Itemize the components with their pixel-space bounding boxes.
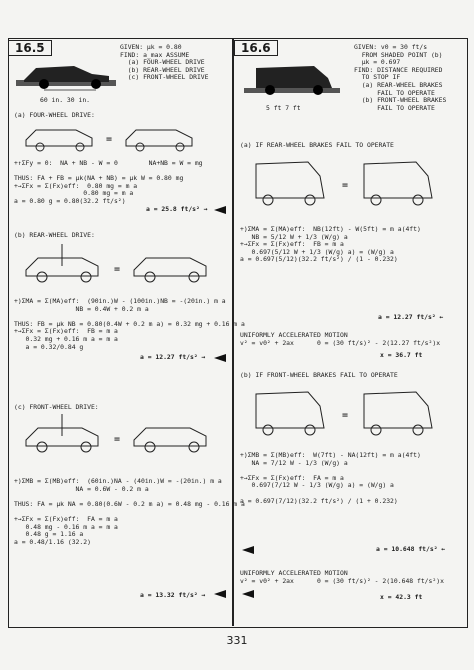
right-given: GIVEN: v0 = 30 ft/s FROM SHADED POINT (b) μk = 0.697 FIND: DISTANCE REQUIRED TO STOP IF (a) REAR-WHEEL BRAKES FAIL TO OPERATE (b) FRONT-WHEEL BRAKES FAIL TO OPERATE [354, 43, 447, 112]
right-part-b-motion: UNIFORMLY ACCELERATED MOTION v² = v0² + 2ax 0 = (30 ft/s)² - 2(10.648 ft/s²)x [240, 569, 444, 585]
svg-text:=: = [106, 134, 113, 145]
right-part-a-x: x = 36.7 ft [380, 351, 423, 359]
fbd-rear-brakes-fail [250, 154, 450, 218]
svg-text:=: = [114, 264, 121, 275]
right-part-b-work: +)ΣMB = Σ(MB)eff: W(7ft) - NA(12ft) = m a(4ft) NA = 7/12 W - 1/3 (W/g) a +→ΣFx = Σ(Fx)eff: FA = m a 0.697(7/12 W - 1/3 (W/g) a) = (W/g) a a = 0.697(7/12)(32.2 ft/s²) / (1 + 0.232) [240, 451, 421, 505]
answer-arrow-icon [214, 206, 226, 214]
answer-arrow-icon [242, 590, 254, 598]
part-c-work: +)ΣMB = Σ(MB)eff: (60in.)NA - (40in.)W = -(20in.) m a NA = 0.6W - 0.2 m a THUS: FA = μk NA = 0.80(0.6W - 0.2 m a) = 0.48 mg - 0.16 m a +→ΣFx = Σ(Fx)eff: FA = m a 0.48 mg - 0.16 m a = m a 0.48 g = 1.16 a a = 0.48/1.16 (32.2) [14, 477, 245, 546]
part-a-title: (a) FOUR-WHEEL DRIVE: [14, 111, 95, 119]
part-a-result: a = 25.8 ft/s² → [146, 205, 208, 213]
fbd-four-wheel [22, 120, 202, 156]
part-c-title: (c) FRONT-WHEEL DRIVE: [14, 403, 99, 411]
page-number: 331 [226, 634, 248, 647]
left-given: GIVEN: μk = 0.80 FIND: a_max ASSUME (a) FOUR-WHEEL DRIVE (b) REAR-WHEEL DRIVE (c) FRONT-WHEEL DRIVE [120, 43, 209, 82]
right-part-b-title: (b) IF FRONT-WHEEL BRAKES FAIL TO OPERATE [240, 371, 398, 379]
svg-text:=: = [342, 180, 349, 191]
right-part-a-motion: UNIFORMLY ACCELERATED MOTION v² = v0² + 2ax 0 = (30 ft/s)² - 2(12.27 ft/s²)x [240, 331, 441, 347]
right-part-b-result: a = 10.648 ft/s² ← [376, 545, 446, 553]
right-part-a-work: +)ΣMA = Σ(MA)eff: NB(12ft) - W(5ft) = m a(4ft) NB = 5/12 W + 1/3 (W/g) a +→ΣFx = Σ(Fx)eff: FB = m a 0.697(5/12 W + 1/3 (W/g) a) = (W/g) a a = 0.697(5/12)(32.2 ft/s²) / (1 - 0.232) [240, 225, 421, 264]
right-part-b-x: x = 42.3 ft [380, 593, 423, 601]
part-b-result: a = 12.27 ft/s² → [140, 353, 206, 361]
part-c-result: a = 13.32 ft/s² → [140, 591, 206, 599]
answer-arrow-icon [214, 354, 226, 362]
problem-number-left: 16.5 [8, 40, 52, 56]
part-b-title: (b) REAR-WHEEL DRIVE: [14, 231, 95, 239]
left-dims: 60 in. 30 in. [40, 96, 91, 104]
part-b-work: +)ΣMA = Σ(MA)eff: (90in.)W - (100in.)NB = -(20in.) m a NB = 0.4W + 0.2 m a THUS: FB = μk NB = 0.80(0.4W + 0.2 m a) = 0.32 mg + 0.16 m a +→ΣFx = Σ(Fx)eff: FB = m a 0.32 mg + 0.16 m a = m a a = 0.32/0.84 g [14, 297, 245, 351]
answer-arrow-icon [214, 590, 226, 598]
problem-number-right: 16.6 [234, 40, 278, 56]
right-dims: 5 ft 7 ft [266, 104, 301, 112]
right-part-a-result: a = 12.27 ft/s² ← [378, 313, 444, 321]
van-photo-sketch [242, 60, 342, 104]
svg-text:=: = [114, 434, 121, 445]
part-a-work: +↑ΣFy = 0: NA + NB - W = 0 NA+NB = W = mg THUS: FA + FB = μk(NA + NB) = μk W = 0.80 mg +→ΣFx = Σ(Fx)eff: 0.80 mg = m a 0.80 mg = m a a = 0.80 g = 0.80(32.2 ft/s²) [14, 159, 203, 205]
answer-arrow-icon [242, 546, 254, 554]
right-part-a-title: (a) IF REAR-WHEEL BRAKES FAIL TO OPERATE [240, 141, 394, 149]
fbd-front-wheel [22, 414, 222, 466]
fbd-front-brakes-fail [250, 384, 450, 448]
fbd-rear-wheel [22, 244, 222, 296]
svg-text:=: = [342, 410, 349, 421]
